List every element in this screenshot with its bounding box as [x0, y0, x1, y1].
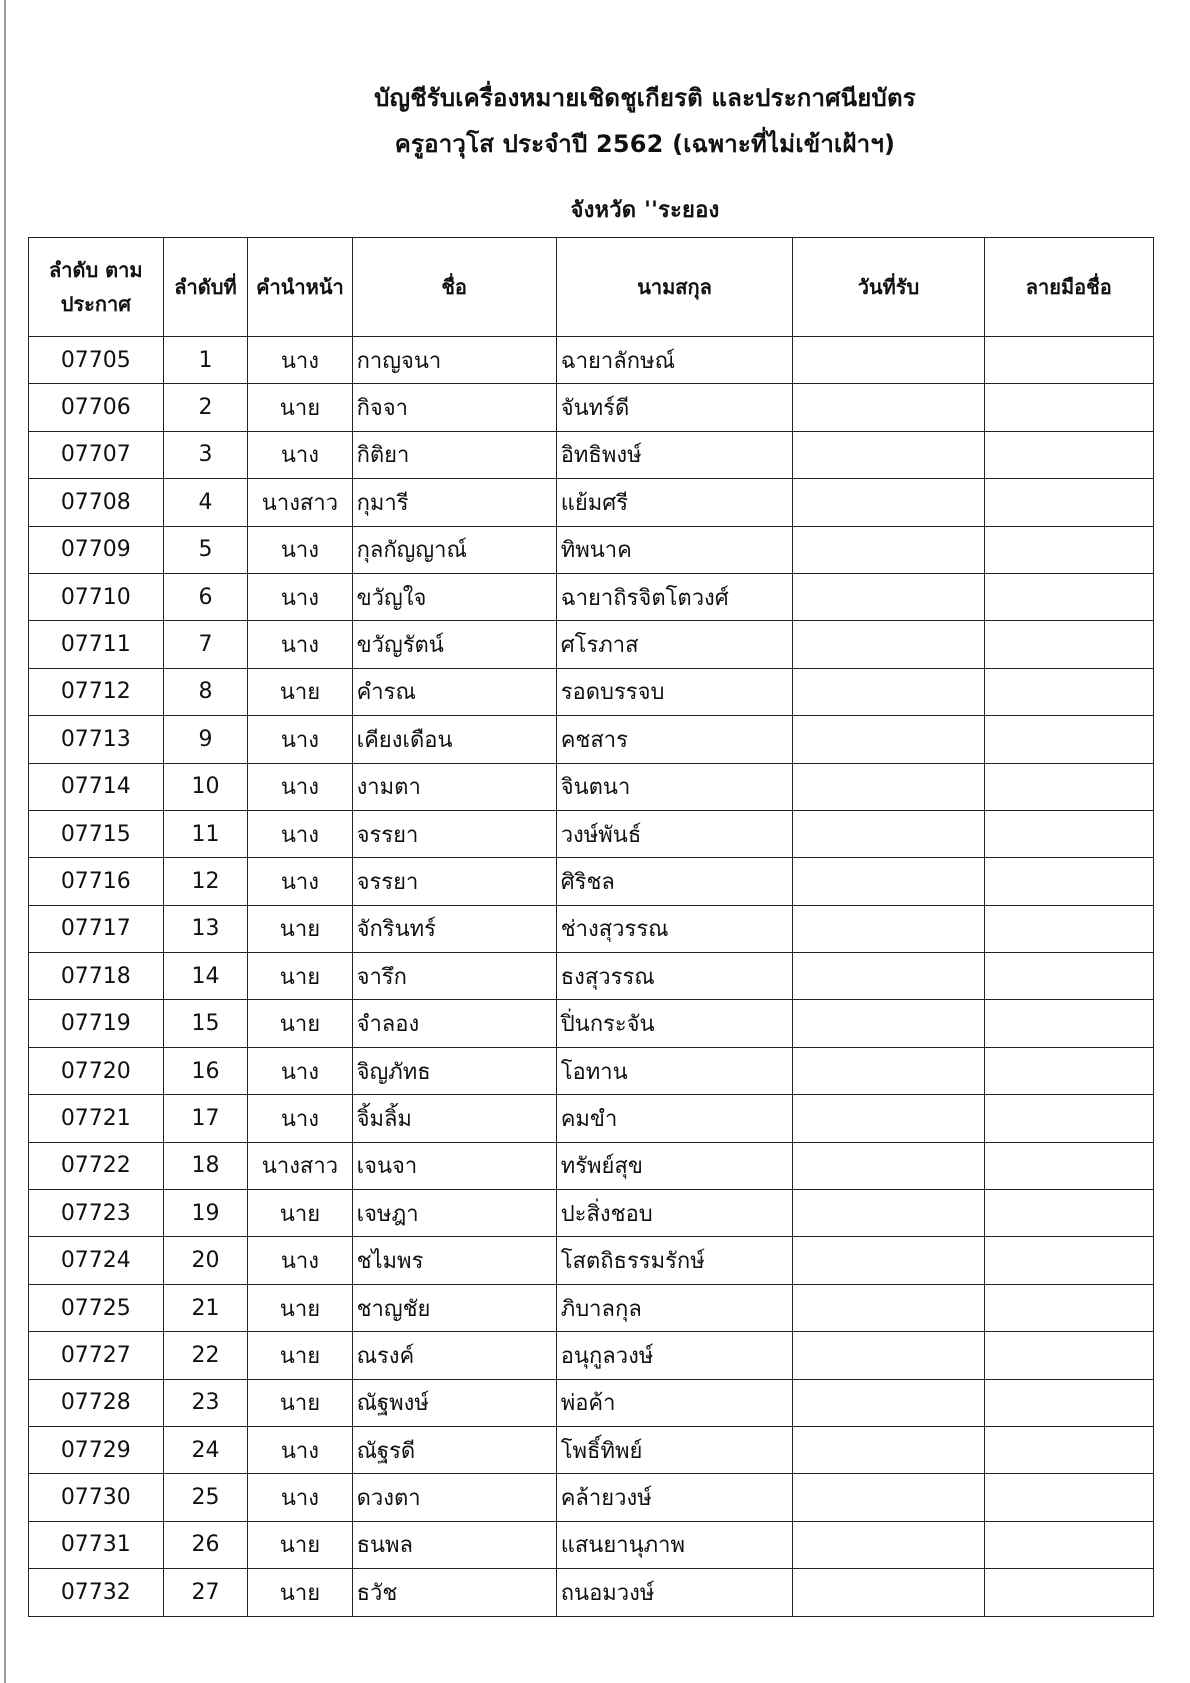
- first-name-cell: จิ้มลิ้ม: [352, 1095, 556, 1142]
- received-date-cell: [793, 858, 984, 905]
- first-name-cell: ขวัญใจ: [352, 573, 556, 620]
- signature-cell: [984, 384, 1153, 431]
- announcement-code-cell: 07717: [29, 905, 164, 952]
- announcement-code-cell: 07730: [29, 1474, 164, 1521]
- table-row: [29, 526, 1154, 573]
- announcement-code-cell: 07728: [29, 1379, 164, 1426]
- document-title-line1: บัญชีรับเครื่องหมายเชิดชูเกียรติ และประกาศนียบัตร: [374, 84, 916, 112]
- prefix-cell: นาย: [248, 905, 352, 952]
- first-name-cell: ธนพล: [352, 1521, 556, 1568]
- table-header-row: [29, 238, 1154, 337]
- signature-cell: [984, 1379, 1153, 1426]
- prefix-cell: นาย: [248, 1569, 352, 1616]
- announcement-code-cell: 07719: [29, 1000, 164, 1047]
- signature-cell: [984, 621, 1153, 668]
- table-row: [29, 1142, 1154, 1189]
- order-number-cell: 5: [163, 526, 248, 573]
- last-name-cell: จินตนา: [556, 763, 793, 810]
- signature-cell: [984, 1190, 1153, 1237]
- received-date-cell: [793, 1237, 984, 1284]
- order-number-cell: 26: [163, 1521, 248, 1568]
- table-row: [29, 905, 1154, 952]
- order-number-cell: 2: [163, 384, 248, 431]
- first-name-cell: กิจจา: [352, 384, 556, 431]
- order-number-cell: 1: [163, 337, 248, 384]
- first-name-cell: จารึก: [352, 953, 556, 1000]
- order-number-cell: 14: [163, 953, 248, 1000]
- announcement-code-cell: 07710: [29, 573, 164, 620]
- last-name-cell: ฉายาถิรจิตโตวงศ์: [556, 573, 793, 620]
- received-date-cell: [793, 810, 984, 857]
- table-row: [29, 1569, 1154, 1616]
- table-row: [29, 953, 1154, 1000]
- prefix-cell: นาง: [248, 716, 352, 763]
- received-date-cell: [793, 1474, 984, 1521]
- signature-cell: [984, 1047, 1153, 1094]
- received-date-cell: [793, 668, 984, 715]
- last-name-cell: ทิพนาค: [556, 526, 793, 573]
- last-name-cell: ปะสิ่งชอบ: [556, 1190, 793, 1237]
- last-name-cell: ศโรภาส: [556, 621, 793, 668]
- first-name-cell: เจษฎา: [352, 1190, 556, 1237]
- signature-cell: [984, 668, 1153, 715]
- announcement-code-cell: 07715: [29, 810, 164, 857]
- announcement-code-cell: 07724: [29, 1237, 164, 1284]
- prefix-cell: นาง: [248, 573, 352, 620]
- order-number-cell: 19: [163, 1190, 248, 1237]
- first-name-cell: กิติยา: [352, 431, 556, 478]
- first-name-cell: จักรินทร์: [352, 905, 556, 952]
- first-name-cell: เคียงเดือน: [352, 716, 556, 763]
- last-name-cell: ศิริชล: [556, 858, 793, 905]
- announcement-code-cell: 07720: [29, 1047, 164, 1094]
- prefix-cell: นาง: [248, 526, 352, 573]
- received-date-cell: [793, 1521, 984, 1568]
- prefix-cell: นาย: [248, 1284, 352, 1331]
- announcement-code-cell: 07716: [29, 858, 164, 905]
- order-number-cell: 4: [163, 479, 248, 526]
- received-date-cell: [793, 1095, 984, 1142]
- received-date-cell: [793, 621, 984, 668]
- last-name-cell: รอดบรรจบ: [556, 668, 793, 715]
- signature-cell: [984, 431, 1153, 478]
- signature-cell: [984, 337, 1153, 384]
- first-name-cell: ธวัช: [352, 1569, 556, 1616]
- signature-cell: [984, 1237, 1153, 1284]
- order-number-cell: 8: [163, 668, 248, 715]
- prefix-cell: นางสาว: [248, 1142, 352, 1189]
- received-date-cell: [793, 337, 984, 384]
- signature-cell: [984, 1284, 1153, 1331]
- received-date-cell: [793, 1190, 984, 1237]
- table-row: [29, 1047, 1154, 1094]
- prefix-cell: นาง: [248, 810, 352, 857]
- table-row: [29, 1190, 1154, 1237]
- prefix-cell: นาย: [248, 1332, 352, 1379]
- received-date-cell: [793, 1332, 984, 1379]
- received-date-cell: [793, 763, 984, 810]
- order-number-cell: 25: [163, 1474, 248, 1521]
- first-name-cell: กุมารี: [352, 479, 556, 526]
- order-number-cell: 17: [163, 1095, 248, 1142]
- first-name-cell: ณรงค์: [352, 1332, 556, 1379]
- announcement-code-cell: 07711: [29, 621, 164, 668]
- signature-cell: [984, 810, 1153, 857]
- first-name-cell: ดวงตา: [352, 1474, 556, 1521]
- received-date-cell: [793, 1000, 984, 1047]
- table-row: [29, 1474, 1154, 1521]
- first-name-cell: กุลกัญญาณ์: [352, 526, 556, 573]
- received-date-cell: [793, 1569, 984, 1616]
- received-date-cell: [793, 479, 984, 526]
- order-number-cell: 21: [163, 1284, 248, 1331]
- announcement-code-cell: 07725: [29, 1284, 164, 1331]
- received-date-cell: [793, 1142, 984, 1189]
- last-name-cell: โสตถิธรรมรักษ์: [556, 1237, 793, 1284]
- first-name-cell: ชาญชัย: [352, 1284, 556, 1331]
- signature-cell: [984, 1569, 1153, 1616]
- received-date-cell: [793, 953, 984, 1000]
- header-announcement-order: ลำดับ ตามประกาศ: [29, 238, 164, 337]
- last-name-cell: ปิ่นกระจัน: [556, 1000, 793, 1047]
- order-number-cell: 23: [163, 1379, 248, 1426]
- table-row: [29, 1237, 1154, 1284]
- signature-cell: [984, 1142, 1153, 1189]
- last-name-cell: คมขำ: [556, 1095, 793, 1142]
- order-number-cell: 15: [163, 1000, 248, 1047]
- announcement-code-cell: 07713: [29, 716, 164, 763]
- announcement-code-cell: 07714: [29, 763, 164, 810]
- roster-table: [28, 237, 1154, 1617]
- signature-cell: [984, 858, 1153, 905]
- prefix-cell: นาง: [248, 621, 352, 668]
- prefix-cell: นาง: [248, 1095, 352, 1142]
- prefix-cell: นาง: [248, 431, 352, 478]
- table-row: [29, 1284, 1154, 1331]
- roster-table-body: [29, 337, 1154, 1617]
- prefix-cell: นาง: [248, 1047, 352, 1094]
- received-date-cell: [793, 1047, 984, 1094]
- announcement-code-cell: 07723: [29, 1190, 164, 1237]
- signature-cell: [984, 1521, 1153, 1568]
- first-name-cell: ขวัญรัตน์: [352, 621, 556, 668]
- prefix-cell: นางสาว: [248, 479, 352, 526]
- announcement-code-cell: 07708: [29, 479, 164, 526]
- table-row: [29, 621, 1154, 668]
- order-number-cell: 12: [163, 858, 248, 905]
- last-name-cell: ทรัพย์สุข: [556, 1142, 793, 1189]
- header-received-date: วันที่รับ: [793, 238, 984, 337]
- announcement-code-cell: 07732: [29, 1569, 164, 1616]
- received-date-cell: [793, 1284, 984, 1331]
- last-name-cell: อิทธิพงษ์: [556, 431, 793, 478]
- first-name-cell: ณัฐรดี: [352, 1426, 556, 1473]
- order-number-cell: 9: [163, 716, 248, 763]
- table-row: [29, 1426, 1154, 1473]
- first-name-cell: ณัฐพงษ์: [352, 1379, 556, 1426]
- prefix-cell: นาย: [248, 668, 352, 715]
- table-row: [29, 337, 1154, 384]
- first-name-cell: คำรณ: [352, 668, 556, 715]
- last-name-cell: พ่อค้า: [556, 1379, 793, 1426]
- last-name-cell: แย้มศรี: [556, 479, 793, 526]
- prefix-cell: นาง: [248, 337, 352, 384]
- announcement-code-cell: 07721: [29, 1095, 164, 1142]
- announcement-code-cell: 07712: [29, 668, 164, 715]
- table-row: [29, 858, 1154, 905]
- table-row: [29, 479, 1154, 526]
- first-name-cell: กาญจนา: [352, 337, 556, 384]
- received-date-cell: [793, 905, 984, 952]
- order-number-cell: 7: [163, 621, 248, 668]
- prefix-cell: นาย: [248, 953, 352, 1000]
- signature-cell: [984, 763, 1153, 810]
- province-heading: จังหวัด ''ระยอง: [570, 198, 720, 223]
- prefix-cell: นาย: [248, 1000, 352, 1047]
- order-number-cell: 16: [163, 1047, 248, 1094]
- last-name-cell: อนุกูลวงษ์: [556, 1332, 793, 1379]
- prefix-cell: นาย: [248, 1190, 352, 1237]
- table-row: [29, 573, 1154, 620]
- prefix-cell: นาง: [248, 763, 352, 810]
- first-name-cell: จิญภัทธ: [352, 1047, 556, 1094]
- signature-cell: [984, 1095, 1153, 1142]
- order-number-cell: 27: [163, 1569, 248, 1616]
- first-name-cell: ชไมพร: [352, 1237, 556, 1284]
- received-date-cell: [793, 526, 984, 573]
- table-row: [29, 1379, 1154, 1426]
- table-row: [29, 668, 1154, 715]
- table-row: [29, 1332, 1154, 1379]
- last-name-cell: ถนอมวงษ์: [556, 1569, 793, 1616]
- last-name-cell: ภิบาลกุล: [556, 1284, 793, 1331]
- table-row: [29, 716, 1154, 763]
- signature-cell: [984, 716, 1153, 763]
- signature-cell: [984, 526, 1153, 573]
- signature-cell: [984, 1332, 1153, 1379]
- order-number-cell: 13: [163, 905, 248, 952]
- first-name-cell: งามตา: [352, 763, 556, 810]
- prefix-cell: นาง: [248, 1474, 352, 1521]
- order-number-cell: 18: [163, 1142, 248, 1189]
- received-date-cell: [793, 1379, 984, 1426]
- order-number-cell: 6: [163, 573, 248, 620]
- signature-cell: [984, 953, 1153, 1000]
- received-date-cell: [793, 573, 984, 620]
- header-first-name: ชื่อ: [352, 238, 556, 337]
- order-number-cell: 10: [163, 763, 248, 810]
- announcement-code-cell: 07729: [29, 1426, 164, 1473]
- table-row: [29, 1095, 1154, 1142]
- received-date-cell: [793, 431, 984, 478]
- last-name-cell: โอทาน: [556, 1047, 793, 1094]
- first-name-cell: เจนจา: [352, 1142, 556, 1189]
- announcement-code-cell: 07718: [29, 953, 164, 1000]
- signature-cell: [984, 1426, 1153, 1473]
- signature-cell: [984, 479, 1153, 526]
- order-number-cell: 24: [163, 1426, 248, 1473]
- received-date-cell: [793, 384, 984, 431]
- prefix-cell: นาย: [248, 1379, 352, 1426]
- received-date-cell: [793, 716, 984, 763]
- header-last-name: นามสกุล: [556, 238, 793, 337]
- header-prefix: คำนำหน้า: [248, 238, 352, 337]
- order-number-cell: 3: [163, 431, 248, 478]
- last-name-cell: โพธิ์ทิพย์: [556, 1426, 793, 1473]
- announcement-code-cell: 07722: [29, 1142, 164, 1189]
- announcement-code-cell: 07706: [29, 384, 164, 431]
- last-name-cell: จันทร์ดี: [556, 384, 793, 431]
- table-row: [29, 384, 1154, 431]
- signature-cell: [984, 573, 1153, 620]
- received-date-cell: [793, 1426, 984, 1473]
- announcement-code-cell: 07707: [29, 431, 164, 478]
- last-name-cell: คชสาร: [556, 716, 793, 763]
- last-name-cell: แสนยานุภาพ: [556, 1521, 793, 1568]
- announcement-code-cell: 07727: [29, 1332, 164, 1379]
- table-row: [29, 1000, 1154, 1047]
- prefix-cell: นาย: [248, 384, 352, 431]
- prefix-cell: นาย: [248, 1521, 352, 1568]
- announcement-code-cell: 07731: [29, 1521, 164, 1568]
- order-number-cell: 20: [163, 1237, 248, 1284]
- table-row: [29, 431, 1154, 478]
- last-name-cell: ช่างสุวรรณ: [556, 905, 793, 952]
- document-title-line2: ครูอาวุโส ประจำปี 2562 (เฉพาะที่ไม่เข้าเฝ้าฯ): [394, 130, 896, 158]
- prefix-cell: นาง: [248, 1237, 352, 1284]
- table-row: [29, 763, 1154, 810]
- table-row: [29, 1521, 1154, 1568]
- signature-cell: [984, 905, 1153, 952]
- first-name-cell: จรรยา: [352, 810, 556, 857]
- last-name-cell: วงษ์พันธ์: [556, 810, 793, 857]
- header-signature: ลายมือชื่อ: [984, 238, 1153, 337]
- scan-edge-line: [4, 0, 6, 1683]
- last-name-cell: ธงสุวรรณ: [556, 953, 793, 1000]
- order-number-cell: 11: [163, 810, 248, 857]
- prefix-cell: นาง: [248, 858, 352, 905]
- header-order-number: ลำดับที่: [163, 238, 248, 337]
- signature-cell: [984, 1000, 1153, 1047]
- order-number-cell: 22: [163, 1332, 248, 1379]
- last-name-cell: ฉายาลักษณ์: [556, 337, 793, 384]
- announcement-code-cell: 07709: [29, 526, 164, 573]
- signature-cell: [984, 1474, 1153, 1521]
- table-row: [29, 810, 1154, 857]
- announcement-code-cell: 07705: [29, 337, 164, 384]
- last-name-cell: คล้ายวงษ์: [556, 1474, 793, 1521]
- first-name-cell: จำลอง: [352, 1000, 556, 1047]
- first-name-cell: จรรยา: [352, 858, 556, 905]
- prefix-cell: นาง: [248, 1426, 352, 1473]
